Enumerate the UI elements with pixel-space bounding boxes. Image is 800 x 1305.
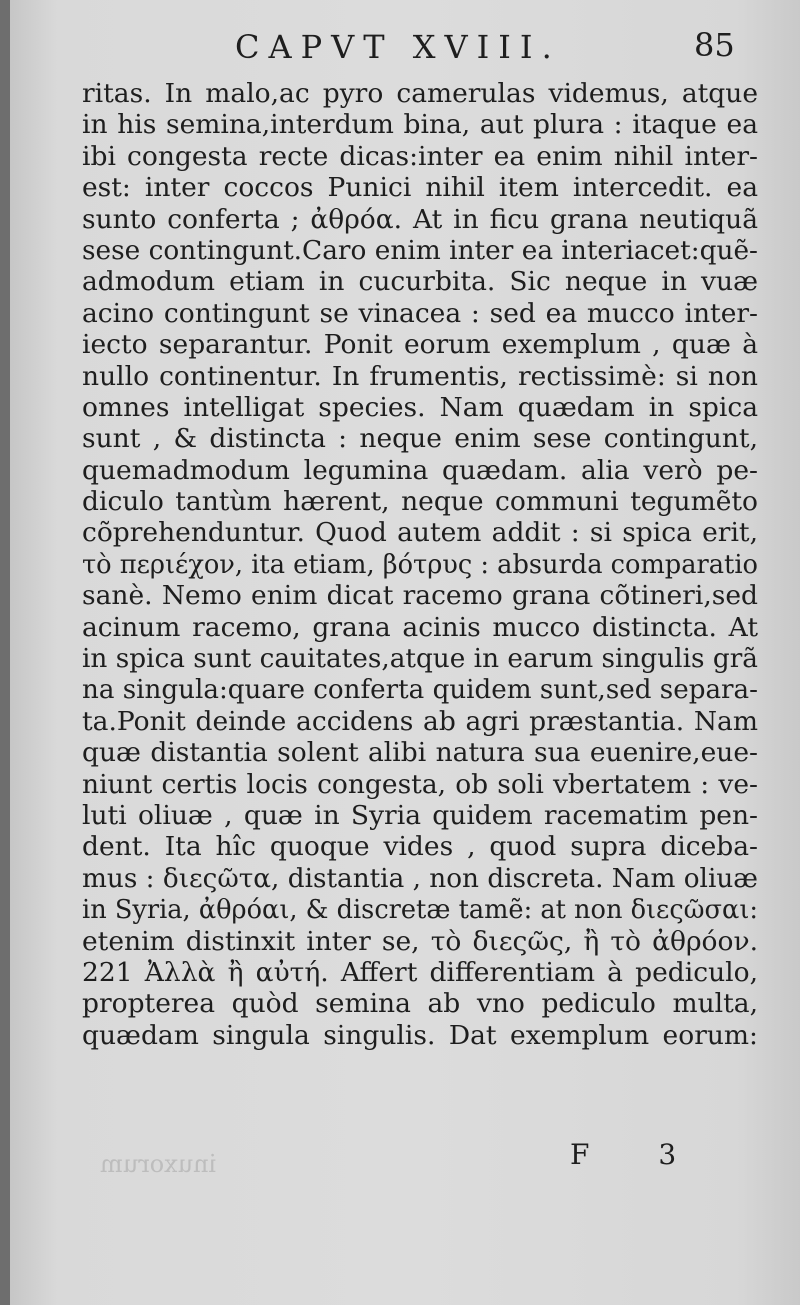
page-number: 85 xyxy=(694,26,735,64)
text-line: propterea quòd semina ab vno pediculo multa, xyxy=(82,988,758,1020)
text-line: 221 Ἀλλὰ ἢ αὐτή. Affert differentiam à pediculo, xyxy=(82,956,758,988)
text-line: iecto separantur. Ponit eorum exemplum , quæ à xyxy=(82,329,758,361)
text-line: dent. Ita hîc quoque vides , quod supra diceba- xyxy=(82,831,758,863)
text-line: τὸ περιέχον, ita etiam, βότρυς : absurda comparatio xyxy=(82,548,758,580)
text-line: ibi congesta recte dicas:inter ea enim nihil inter- xyxy=(82,140,758,172)
text-line: ritas. In malo,ac pyro camerulas videmus, atque xyxy=(82,78,758,109)
text-line: diculo tantùm hærent, neque communi tegumẽto xyxy=(82,486,758,518)
text-line: mus : διεςῶτα, distantia , non discreta. Nam oliuæ xyxy=(82,862,758,894)
text-line: sanè. Nemo enim dicat racemo grana cõtineri,sed xyxy=(82,580,758,612)
text-line: luti oliuæ , quæ in Syria quidem racematim pen- xyxy=(82,799,758,831)
text-line: omnes intelligat species. Nam quædam in spica xyxy=(82,391,758,423)
text-line: sese contingunt.Caro enim inter ea interiacet:quẽ- xyxy=(82,234,758,266)
text-line: in spica sunt cauitates,atque in earum singulis grã xyxy=(82,643,759,675)
text-line: admodum etiam in cucurbita. Sic neque in vuæ xyxy=(82,266,758,298)
text-line: na singula:quare conferta quidem sunt,sed separa- xyxy=(82,674,758,706)
text-line: acinum racemo, grana acinis mucco distincta. At xyxy=(82,611,758,643)
text-line: acino contingunt se vinacea : sed ea mucco inter- xyxy=(82,297,758,329)
body-text xyxy=(82,78,758,1051)
signature-mark: F 3 xyxy=(570,1138,707,1171)
show-through-text: inuxorum xyxy=(100,1150,217,1178)
text-line: in Syria, ἀθρόαι, & discretæ tamẽ: at non διεςῶσαι: xyxy=(82,894,759,926)
text-line: ta.Ponit deinde accidens ab agri præstantia. Nam xyxy=(82,705,758,737)
text-line: niunt certis locis congesta, ob soli vbertatem : ve- xyxy=(82,768,758,800)
text-line: etenim distinxit inter se, τὸ διεςῶς, ἢ τὸ ἀθρόον. xyxy=(82,925,758,957)
text-line: est: inter coccos Punici nihil item intercedit. ea xyxy=(82,172,758,204)
text-line: sunto conferta ; ἀθρόα. At in ficu grana neutiquã xyxy=(82,203,758,235)
running-head: CAPVT XVIII. xyxy=(235,28,561,66)
text-line: cõprehenduntur. Quod autem addit : si spica erit, xyxy=(82,517,758,549)
text-line: in his semina,interdum bina, aut plura : itaque ea xyxy=(82,109,758,141)
text-line: sunt , & distincta : neque enim sese contingunt, xyxy=(82,423,758,455)
text-line: quemadmodum legumina quædam. alia verò pe- xyxy=(82,454,758,486)
text-line: quæ distantia solent alibi natura sua euenire,eue- xyxy=(82,737,758,769)
text-line: nullo continentur. In frumentis, rectissimè: si non xyxy=(82,360,758,392)
text-line: quædam singula singulis. Dat exemplum eorum: xyxy=(82,1019,758,1051)
